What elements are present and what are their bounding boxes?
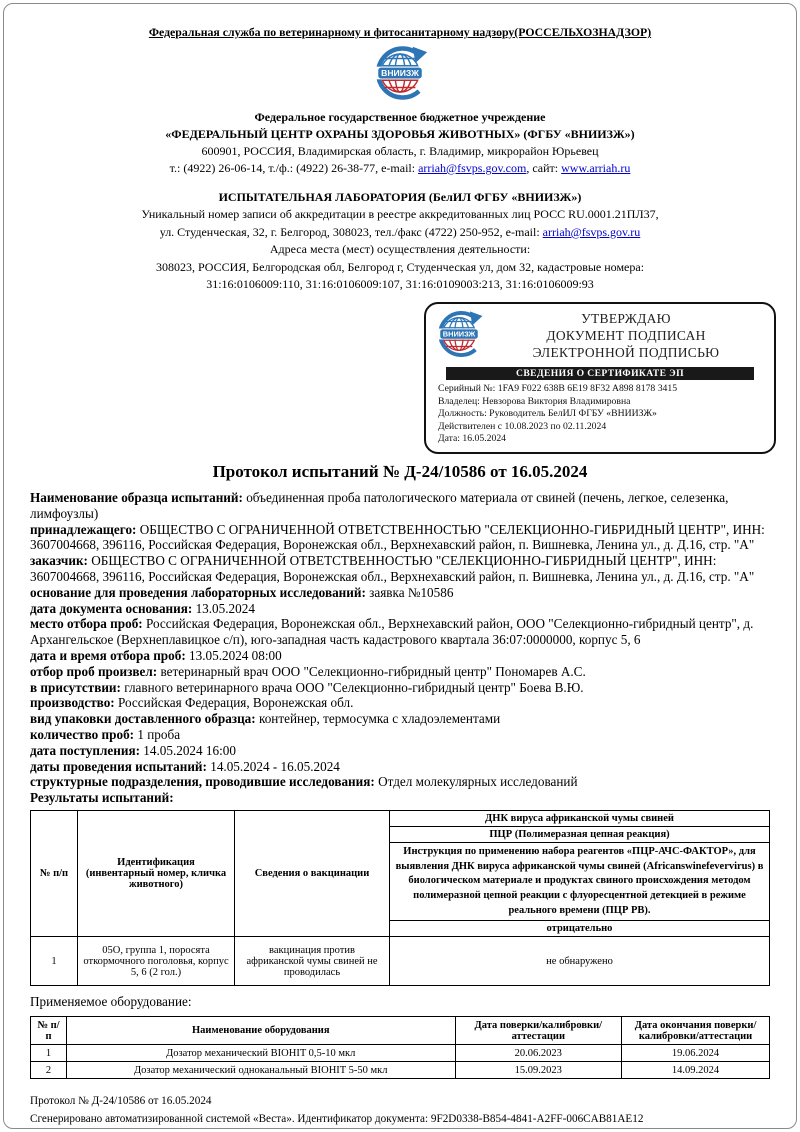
equipment-header-row: [31, 1017, 770, 1045]
field-basis-date: дата документа основания: 13.05.2024: [30, 600, 255, 616]
assay-method-doc: Инструкция по применению набора реагентов «ПЦР-АЧС-ФАКТОР», для выявления ДНК вируса африканской чумы свиней (Africanswinefevervirus) в биологическом материале и продуктах свиного происхождения методом полимеразной цепной реакции с флуоресцентной детекцией в режиме реального времени (ПЦР РВ).: [390, 842, 770, 920]
results-data-row: [31, 937, 770, 986]
lab-activity-label: Адреса места (мест) осуществления деятельности:: [269, 242, 531, 257]
equipment-row2-num: 2: [31, 1062, 67, 1079]
equipment-col-num: № п/п: [31, 1017, 67, 1045]
lab-block: [0, 189, 800, 294]
equipment-row: [31, 1045, 770, 1062]
equipment-col-calibration-end-date: Дата окончания поверки/калибровки/аттестации: [622, 1017, 770, 1045]
field-sampling-place: место отбора проб: Российская Федерация, Воронежская обл., Верхнехавский район, ООО "Селекционно-гибридный центр", д. Архангельское (Верхнеплавицкое с/п), юго-западная часть кадастрового квартала 36:07:0000000, корпус 5, 6: [30, 616, 754, 648]
results-col-num: № п/п: [31, 810, 78, 936]
results-header-row-1: [31, 810, 770, 826]
lab-cadastral-numbers: 31:16:0106009:110, 31:16:0106009:107, 31:16:0109003:213, 31:16:0106009:93: [206, 277, 594, 292]
equipment-row1-date: 20.06.2023: [455, 1045, 622, 1062]
contacts-prefix: т.: (4922) 26-06-14, т./ф.: (4922) 26-38-77, e-mail:: [169, 160, 419, 175]
result-vaccination: вакцинация против африканской чумы свиней не проводилась: [235, 937, 390, 986]
equipment-row2-date: 15.09.2023: [455, 1062, 622, 1079]
lab-contacts: [0, 224, 800, 242]
agency-name: Федеральная служба по ветеринарному и фитосанитарному надзору(РОССЕЛЬХОЗНАДЗОР): [148, 25, 652, 39]
field-departments: структурные подразделения, проводившие исследования: Отдел молекулярных исследований: [30, 774, 578, 790]
stamp-signed-line2: ЭЛЕКТРОННОЙ ПОДПИСЬЮ: [532, 344, 720, 360]
stamp-approve: УТВЕРЖДАЮ: [581, 311, 671, 327]
result-identification: 05О, группа 1, поросята откормочного поголовья, корпус 5, 6 (2 гол.): [78, 937, 235, 986]
document-footer: [0, 1079, 800, 1128]
org-email-link[interactable]: arriah@fsvps.gov.com: [418, 160, 527, 175]
signature-stamp-row: [0, 302, 800, 454]
assay-norm: отрицательно: [390, 921, 770, 937]
org-type: Федеральное государственное бюджетное учреждение: [254, 109, 546, 124]
field-results-heading: Результаты испытаний:: [30, 790, 174, 806]
footer-protocol-ref: Протокол № Д-24/10586 от 16.05.2024: [30, 1095, 212, 1108]
certificate-details: [434, 383, 766, 446]
stamp-signed-line1: ДОКУМЕНТ ПОДПИСАН: [546, 328, 706, 344]
cert-date: Дата: 16.05.2024: [438, 433, 507, 445]
protocol-fields: [0, 482, 800, 806]
cert-serial: Серийный №: 1FA9 F022 638B 6E19 8F32 A898 8178 3415: [438, 383, 678, 394]
results-col-vaccination: Сведения о вакцинации: [235, 810, 390, 936]
lab-title: ИСПЫТАТЕЛЬНАЯ ЛАБОРАТОРИЯ (БелИЛ ФГБУ «ВНИИЗЖ»): [218, 189, 582, 204]
result-value: не обнаружено: [390, 937, 770, 986]
certificate-bar: СВЕДЕНИЯ О СЕРТИФИКАТЕ ЭП: [446, 367, 754, 380]
results-table: [30, 810, 770, 986]
equipment-table: [30, 1016, 770, 1079]
equipment-col-name: Наименование оборудования: [67, 1017, 455, 1045]
field-basis: основание для проведения лабораторных исследований: заявка №10586: [30, 584, 454, 600]
protocol-title: Протокол испытаний № Д-24/10586 от 16.05.2024: [212, 462, 588, 482]
cert-owner: Владелец: Невзорова Виктория Владимировна: [438, 395, 631, 407]
field-sampling-datetime: дата и время отбора проб: 13.05.2024 08:00: [30, 648, 282, 664]
assay-method: ПЦР (Полимеразная цепная реакция): [390, 826, 770, 842]
field-customer: заказчик: ОБЩЕСТВО С ОГРАНИЧЕННОЙ ОТВЕТСТВЕННОСТЬЮ "СЕЛЕКЦИОННО-ГИБРИДНЫЙ ЦЕНТР", ИНН: 3607004668, 396116, Российская Федерация, Воронежская обл., Верхнехавский район, п. Вишневка, Ленина ул., д. Д.16, стр. "А": [30, 553, 755, 585]
lab-accreditation: Уникальный номер записи об аккредитации в реестре аккредитованных лиц РОСС RU.0001.21ПЛ37,: [141, 207, 659, 222]
vniizh-globe-logo-icon: [0, 44, 800, 107]
org-site-link[interactable]: www.arriah.ru: [561, 160, 631, 175]
org-name: «ФЕДЕРАЛЬНЫЙ ЦЕНТР ОХРАНЫ ЗДОРОВЬЯ ЖИВОТНЫХ» (ФГБУ «ВНИИЗЖ»): [165, 126, 635, 141]
field-packaging: вид упаковки доставленного образца: контейнер, термосумка с хладоэлементами: [30, 711, 501, 727]
stamp-vniizh-logo-icon: [434, 309, 486, 364]
org-address: 600901, РОССИЯ, Владимирская область, г. Владимир, микрорайон Юрьевец: [201, 143, 599, 158]
equipment-caption: Применяемое оборудование:: [30, 994, 192, 1010]
field-receipt-date: дата поступления: 14.05.2024 16:00: [30, 742, 236, 758]
equipment-col-calibration-date: Дата поверки/калибровки/аттестации: [455, 1017, 622, 1045]
equipment-row2-end-date: 14.09.2024: [622, 1062, 770, 1079]
lab-email-link[interactable]: arriah@fsvps.gov.ru: [542, 224, 641, 239]
assay-target: ДНК вируса африканской чумы свиней: [390, 810, 770, 826]
field-test-dates: даты проведения испытаний: 14.05.2024 - 16.05.2024: [30, 758, 340, 774]
equipment-row1-end-date: 19.06.2024: [622, 1045, 770, 1062]
lab-address-prefix: ул. Студенческая, 32, г. Белгород, 308023, тел./факс (4722) 250-952, e-mail:: [159, 224, 543, 239]
equipment-row1-num: 1: [31, 1045, 67, 1062]
footer-generated-note: Сгенерировано автоматизированной системой «Веста». Идентификатор документа: 9F2D0338-B854-4841-A2FF-006CAB81AE12: [30, 1112, 644, 1125]
org-contacts: [0, 160, 800, 177]
lab-activity-address: 308023, РОССИЯ, Белгородская обл, Белгород г, Студенческая ул, дом 32, кадастровые номера:: [155, 259, 645, 274]
cert-position: Должность: Руководитель БелИЛ ФГБУ «ВНИИЗЖ»: [438, 408, 657, 420]
result-num: 1: [31, 937, 78, 986]
field-owner: принадлежащего: ОБЩЕСТВО С ОГРАНИЧЕННОЙ ОТВЕТСТВЕННОСТЬЮ "СЕЛЕКЦИОННО-ГИБРИДНЫЙ ЦЕНТР", ИНН: 3607004668, 396116, Российская Федерация, Воронежская обл., Верхнехавский район, п. Вишневка, Ленина ул., д. Д.16, стр. "А": [30, 521, 765, 553]
field-sample-count: количество проб: 1 проба: [30, 727, 181, 742]
electronic-signature-stamp: [424, 302, 776, 454]
equipment-row1-name: Дозатор механический BIOHIT 0,5-10 мкл: [67, 1045, 455, 1062]
stamp-title: [486, 311, 766, 362]
results-col-identification: Идентификация (инвентарный номер, кличка животного): [78, 810, 235, 936]
cert-validity: Действителен с 10.08.2023 по 02.11.2024: [438, 420, 607, 432]
equipment-row: [31, 1062, 770, 1079]
field-sample-name: Наименование образца испытаний: объединенная проба патологического материала от свиней (печень, легкое, селезенка, лимфоузлы): [30, 490, 729, 521]
contacts-mid: , сайт:: [526, 160, 562, 175]
field-witness: в присутствии: главного ветеринарного врача ООО "Селекционно-гибридный центр" Боева В.Ю.: [30, 679, 584, 695]
equipment-row2-name: Дозатор механический одноканальный BIOHIT 5-50 мкл: [67, 1062, 455, 1079]
field-sampler: отбор проб произвел: ветеринарный врач ООО "Селекционно-гибридный центр" Пономарев А.С.: [30, 663, 586, 679]
field-production: производство: Российская Федерация, Воронежская обл.: [30, 695, 354, 711]
document-header: [0, 0, 800, 177]
